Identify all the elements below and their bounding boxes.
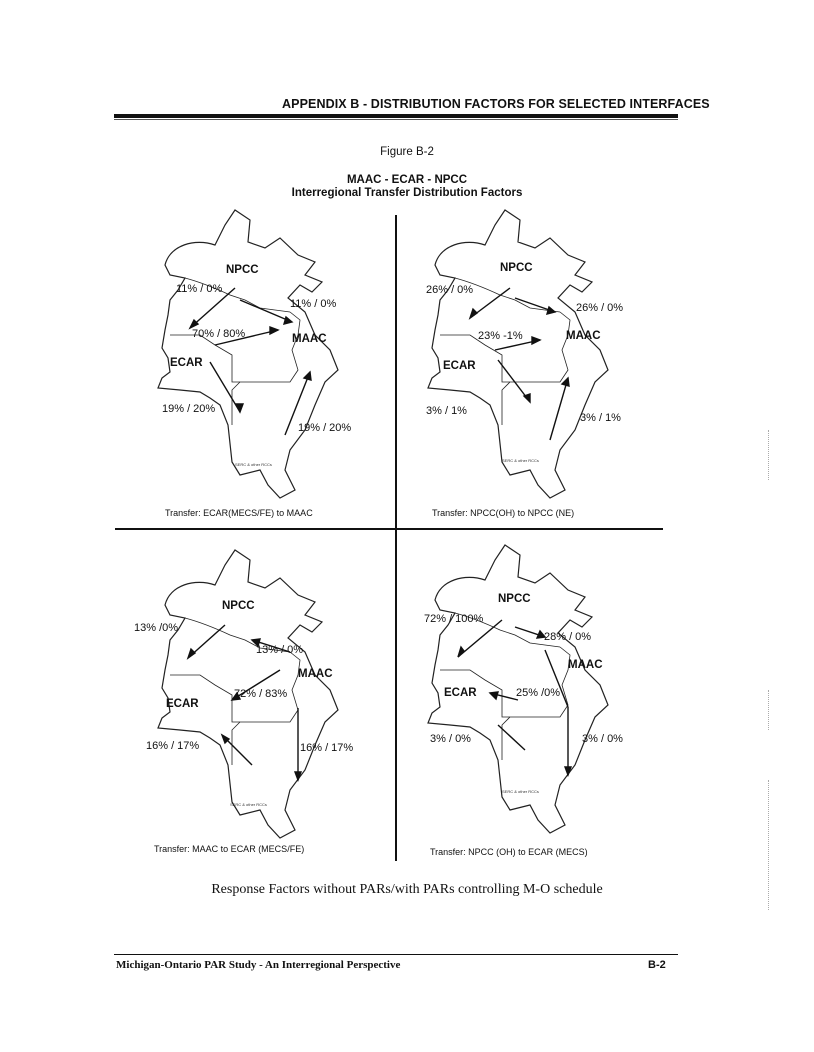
appendix-header: APPENDIX B - DISTRIBUTION FACTORS FOR SELECTED INTERFACES <box>282 97 710 111</box>
factor-label: 70% / 80% <box>192 328 246 340</box>
transfer-caption: Transfer: NPCC (OH) to ECAR (MECS) <box>430 847 588 857</box>
header-rule <box>114 114 678 118</box>
factor-label: 72% / 83% <box>234 688 288 700</box>
factor-label: 19% / 20% <box>298 422 352 434</box>
footer-study-title: Michigan-Ontario PAR Study - An Interregional Perspective <box>116 959 401 971</box>
figure-title: MAAC - ECAR - NPCC <box>346 174 468 186</box>
factor-label: 13% / 0% <box>256 644 304 656</box>
npcc-label: NPCC <box>498 593 531 605</box>
factor-label: 25% /0% <box>516 687 561 699</box>
maac-label: MAAC <box>566 330 601 342</box>
distribution-panel-2 <box>410 200 680 518</box>
scan-margin-marks <box>768 430 770 480</box>
factor-label: 23% -1% <box>478 330 523 342</box>
factor-label: 11% / 0% <box>290 298 337 310</box>
factor-label: 26% / 0% <box>426 284 474 296</box>
factor-label: 26% / 0% <box>576 302 624 314</box>
serc-label: SERC & other RCCs <box>502 458 539 463</box>
figure-label: Figure B-2 <box>380 146 434 158</box>
distribution-panel-4 <box>410 535 680 857</box>
ecar-label: ECAR <box>166 698 199 710</box>
figure-subtitle: Interregional Transfer Distribution Factors <box>291 187 523 199</box>
maac-label: MAAC <box>568 659 603 671</box>
factor-label: 19% / 20% <box>162 403 216 415</box>
transfer-caption: Transfer: ECAR(MECS/FE) to MAAC <box>165 508 313 518</box>
distribution-panel-1 <box>140 200 410 518</box>
npcc-label: NPCC <box>222 600 255 612</box>
page-number: B-2 <box>648 959 666 971</box>
factor-label: 13% /0% <box>134 622 179 634</box>
factor-label: 3% / 0% <box>582 733 623 745</box>
serc-label: SERC & other RCCs <box>502 789 539 794</box>
response-factors-note: Response Factors without PARs/with PARs controlling M-O schedule <box>211 882 603 897</box>
factor-label: 16% / 17% <box>300 742 354 754</box>
panel-divider-horizontal <box>115 528 663 530</box>
transfer-caption: Transfer: NPCC(OH) to NPCC (NE) <box>432 508 575 518</box>
ecar-label: ECAR <box>444 687 477 699</box>
factor-label: 3% / 0% <box>430 733 471 745</box>
factor-label: 3% / 1% <box>580 412 621 424</box>
scan-margin-marks <box>768 690 770 730</box>
factor-label: 72% / 100% <box>424 613 484 625</box>
header-rule-thin <box>114 119 678 120</box>
transfer-caption: Transfer: MAAC to ECAR (MECS/FE) <box>154 844 305 854</box>
npcc-label: NPCC <box>500 262 533 274</box>
distribution-panel-3 <box>134 540 410 854</box>
footer-rule <box>114 954 678 955</box>
region-map <box>410 535 680 835</box>
serc-label: SERC & other RCCs <box>235 462 272 467</box>
maac-label: MAAC <box>292 333 327 345</box>
ecar-label: ECAR <box>443 360 476 372</box>
serc-label: SERC & other RCCs <box>230 802 267 807</box>
factor-label: 28% / 0% <box>544 631 592 643</box>
scan-margin-marks <box>768 780 770 910</box>
ecar-label: ECAR <box>170 357 203 369</box>
factor-label: 3% / 1% <box>426 405 467 417</box>
maac-label: MAAC <box>298 668 333 680</box>
region-map <box>140 200 410 500</box>
factor-label: 16% / 17% <box>146 740 200 752</box>
region-map <box>410 200 680 500</box>
factor-label: 11% / 0% <box>176 283 223 295</box>
npcc-label: NPCC <box>226 264 259 276</box>
